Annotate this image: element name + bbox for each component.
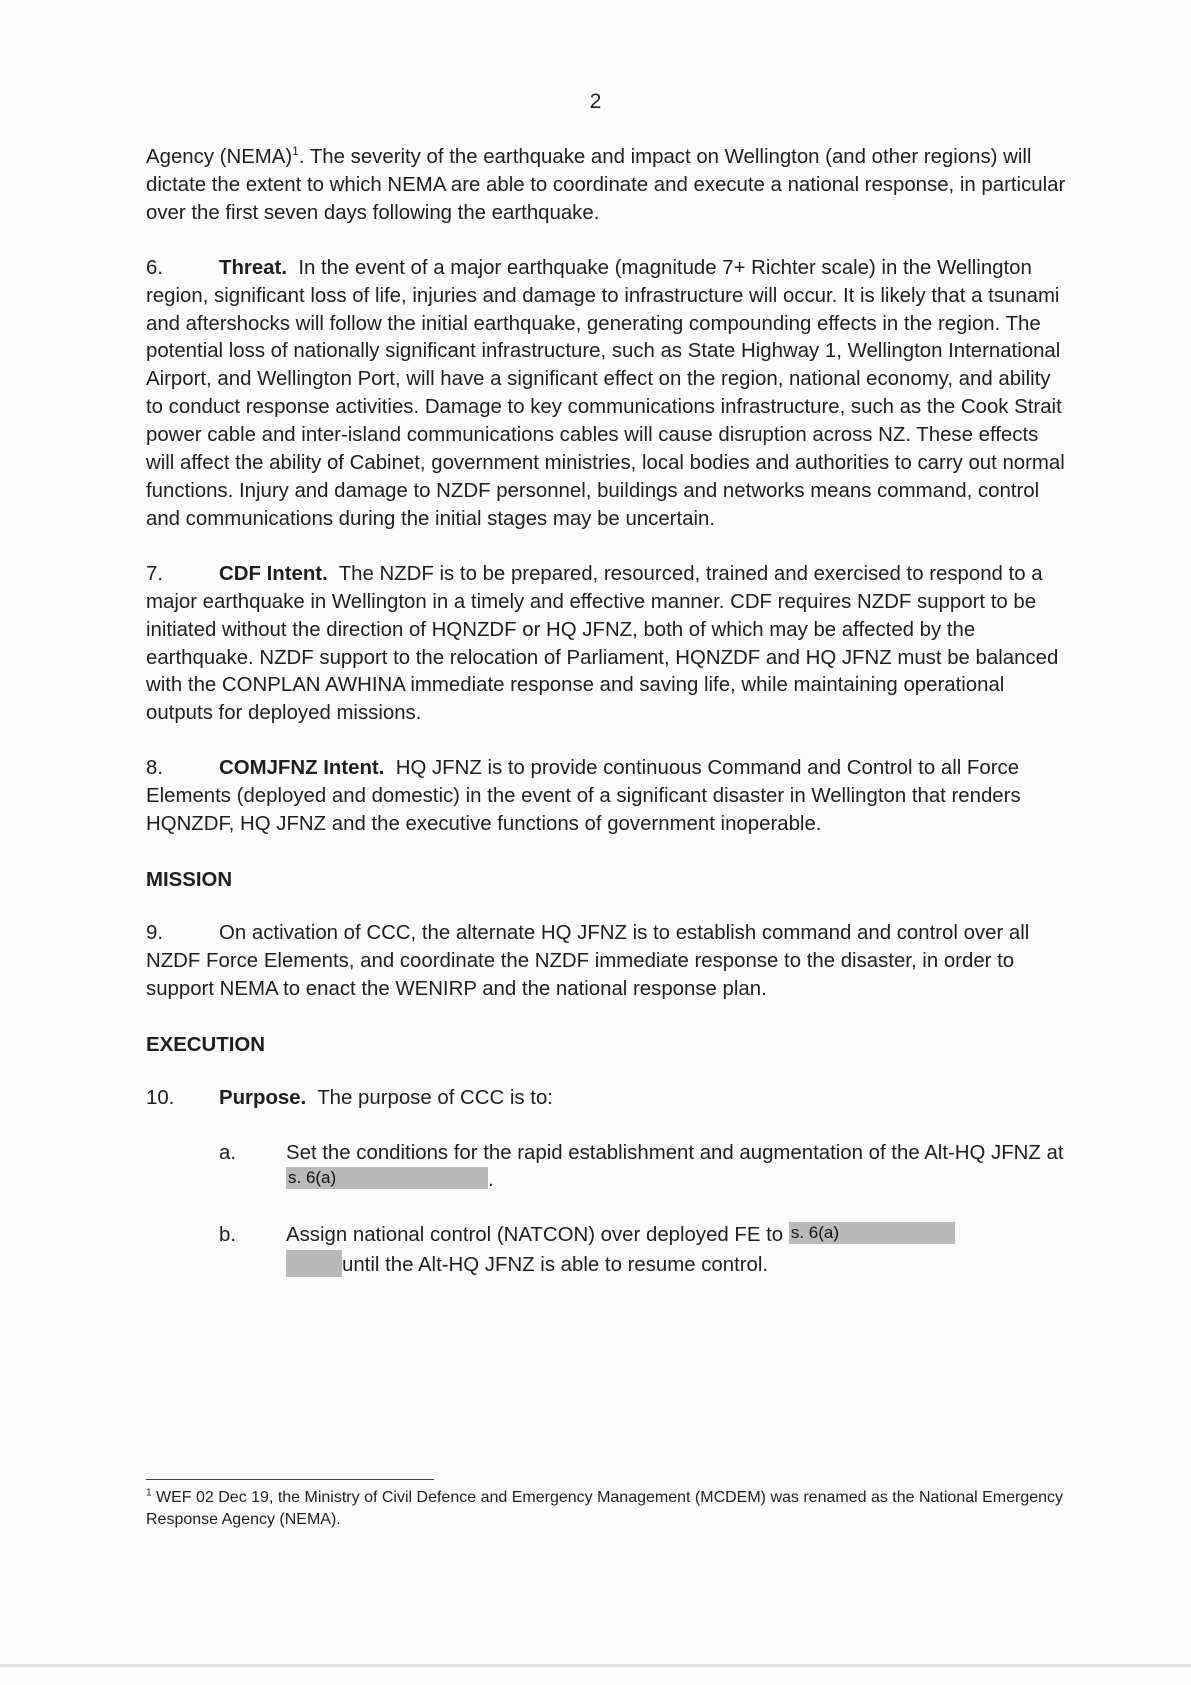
paragraph-number: 7. — [146, 562, 164, 585]
intro-text-start: Agency (NEMA) — [146, 146, 293, 168]
paragraph-number: 8. — [146, 757, 164, 780]
page-number: 2 — [589, 90, 602, 113]
list-item-text-end: . — [488, 1169, 494, 1192]
footnote-marker: 1 — [146, 1487, 152, 1499]
paragraph-text: On activation of CCC, the alternate HQ JFNZ is to establish command and control over all NZDF Force Elements, and coordinate the NZDF immediate response to the disaster, in order to support NEMA to enact the WENIRP and the national response plan. — [146, 921, 1030, 1000]
redaction-box: s. 6(a) — [286, 1167, 488, 1189]
paragraph-number: 9. — [146, 921, 164, 944]
paragraph-title: Purpose. — [219, 1086, 307, 1109]
document-body — [146, 144, 1066, 1307]
list-item-text-end: until the Alt-HQ JFNZ is able to resume control. — [342, 1254, 769, 1277]
section-heading-execution: EXECUTION — [146, 1033, 265, 1056]
redaction-box-continued — [286, 1250, 342, 1277]
paragraph-threat — [146, 255, 1066, 534]
paragraph-comjfnz-intent — [146, 755, 1066, 839]
paragraph-purpose — [146, 1085, 1066, 1113]
list-item-letter: a. — [219, 1141, 237, 1164]
paragraph-text: HQ JFNZ is to provide continuous Command and Control to all Force Elements (deployed and domestic) in the event of a significant disaster in Wellington that renders HQNZDF, HQ JFNZ and the executive functions of government inoperable. — [146, 757, 1021, 836]
purpose-list — [219, 1140, 1066, 1281]
paragraph-cdf-intent — [146, 561, 1066, 728]
paragraph-text: The NZDF is to be prepared, resourced, trained and exercised to respond to a major earthquake in Wellington in a timely and effective manner. CDF requires NZDF support to be initiated without the direction of HQNZDF or HQ JFNZ, both of which may be affected by the earthquake. NZDF support to the relocation of Parliament, HQNZDF and HQ JFNZ must be balanced with the CONPLAN AWHINA immediate response and saving life, while maintaining operational outputs for deployed missions. — [146, 562, 1059, 725]
list-item-text — [286, 1222, 1066, 1280]
footnote-reference[interactable]: 1 — [292, 144, 299, 159]
list-item-text-start: Assign national control (NATCON) over deployed FE to — [286, 1224, 784, 1247]
footnote-text: WEF 02 Dec 19, the Ministry of Civil Defence and Emergency Management (MCDEM) was renamed as the National Emergency Response Agency (NEMA). — [146, 1489, 1064, 1528]
paragraph-title: CDF Intent. — [219, 562, 328, 585]
intro-paragraph — [146, 144, 1066, 228]
list-item-text-start: Set the conditions for the rapid establishment and augmentation of the Alt-HQ JFNZ at — [286, 1141, 1064, 1164]
paragraph-number: 10. — [146, 1086, 175, 1109]
list-item — [219, 1222, 1066, 1280]
footnote — [146, 1487, 1066, 1531]
page-bottom-edge — [0, 1664, 1191, 1667]
section-heading-mission: MISSION — [146, 868, 233, 891]
paragraph-text: In the event of a major earthquake (magnitude 7+ Richter scale) in the Wellington region, significant loss of life, injuries and damage to infrastructure will occur. It is likely that a tsunami and aftershocks will follow the initial earthquake, generating compounding effects in the region. The potential loss of nationally significant infrastructure, such as State Highway 1, Wellington International Airport, and Wellington Port, will have a significant effect on the region, national economy, and ability to conduct response activities. Damage to key communications infrastructure, such as the Cook Strait power cable and inter-island communications cables will cause disruption across NZ. These effects will affect the ability of Cabinet, government ministries, local bodies and authorities to carry out normal functions. Injury and damage to NZDF personnel, buildings and networks means command, control and communications during the initial stages may be uncertain. — [146, 256, 1065, 530]
list-item-text — [286, 1140, 1066, 1196]
redaction-box: s. 6(a) — [789, 1222, 955, 1244]
footnote-divider — [146, 1479, 434, 1480]
paragraph-title: COMJFNZ Intent. — [219, 757, 385, 780]
paragraph-text: The purpose of CCC is to: — [317, 1086, 553, 1109]
paragraph-number: 6. — [146, 256, 164, 279]
list-item-letter: b. — [219, 1224, 237, 1247]
intro-text-end: . The severity of the earthquake and impact on Wellington (and other regions) will dictate the extent to which NEMA are able to coordinate and execute a national response, in particular over the first seven days following the earthquake. — [146, 146, 1066, 224]
paragraph-mission — [146, 920, 1066, 1004]
list-item — [219, 1140, 1066, 1196]
paragraph-title: Threat. — [219, 256, 287, 279]
